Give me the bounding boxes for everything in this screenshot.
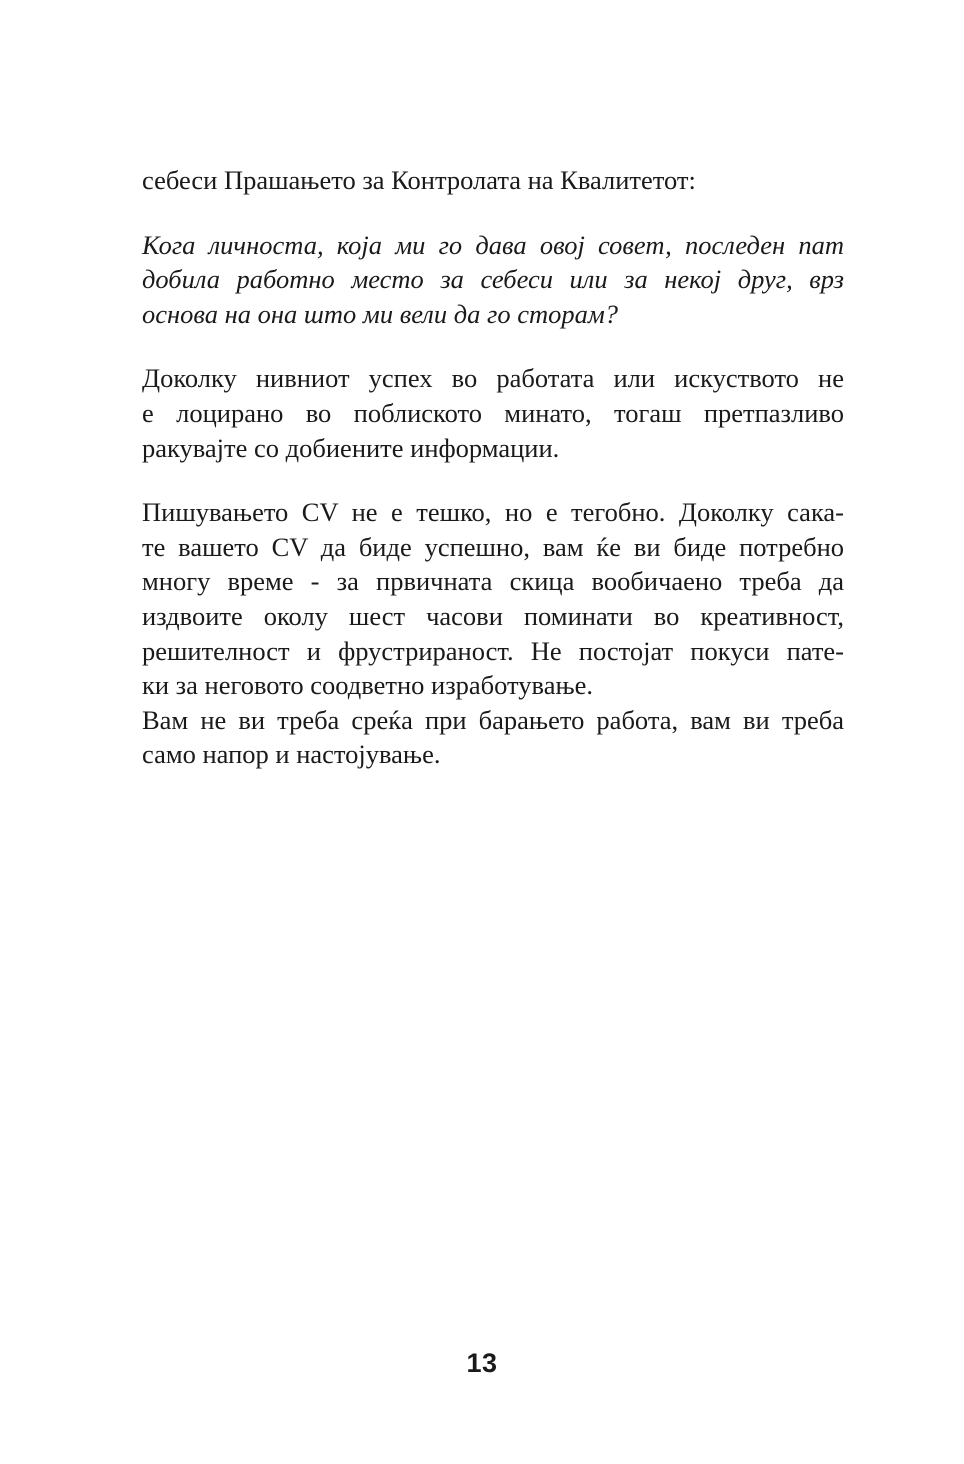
text-line: само напор и настојување. (142, 739, 441, 770)
text-line: Доколку нивниот успех во работата или искуството не (142, 363, 844, 394)
text-line: основа на она што ми вели да го сторам? (142, 298, 619, 329)
body-text-column (142, 163, 844, 772)
text-line: те вашето CV да биде успешно, вам ќе ви биде потребно (142, 531, 844, 562)
text-line: издвоите околу шест часови поминати во креативност, (142, 600, 844, 631)
text-line: ракувајте со добиените информации. (142, 432, 560, 463)
text-line: многу време - за првичната скица вообичаено треба да (142, 566, 844, 597)
paragraph-quoted-question (142, 228, 844, 332)
text-line: себеси Прашањето за Контролата на Квалитетот: (142, 165, 696, 195)
text-line: решителност и фрустрираност. Не постојат покуси пате- (142, 635, 844, 666)
text-line: Вам не ви треба среќа при барањето работа, вам ви треба (142, 704, 844, 735)
text-line: добила работно место за себеси или за некој друг, врз (142, 264, 844, 295)
page-number: 13 (466, 1348, 498, 1378)
paragraph-continuation (142, 163, 844, 198)
text-line: е лоцирано во поблиското минато, тогаш претпазливо (142, 397, 844, 428)
text-line: Кога личноста, која ми го дава овој совет, последен пат (142, 229, 844, 260)
paragraph-closing (142, 703, 844, 772)
text-line: Пишувањето CV не е тешко, но е тегобно. Доколку сака- (142, 497, 844, 528)
paragraph-caution (142, 361, 844, 465)
text-line: ки за неговото соодветно изработување. (142, 670, 594, 701)
paragraph-cv (142, 495, 844, 703)
